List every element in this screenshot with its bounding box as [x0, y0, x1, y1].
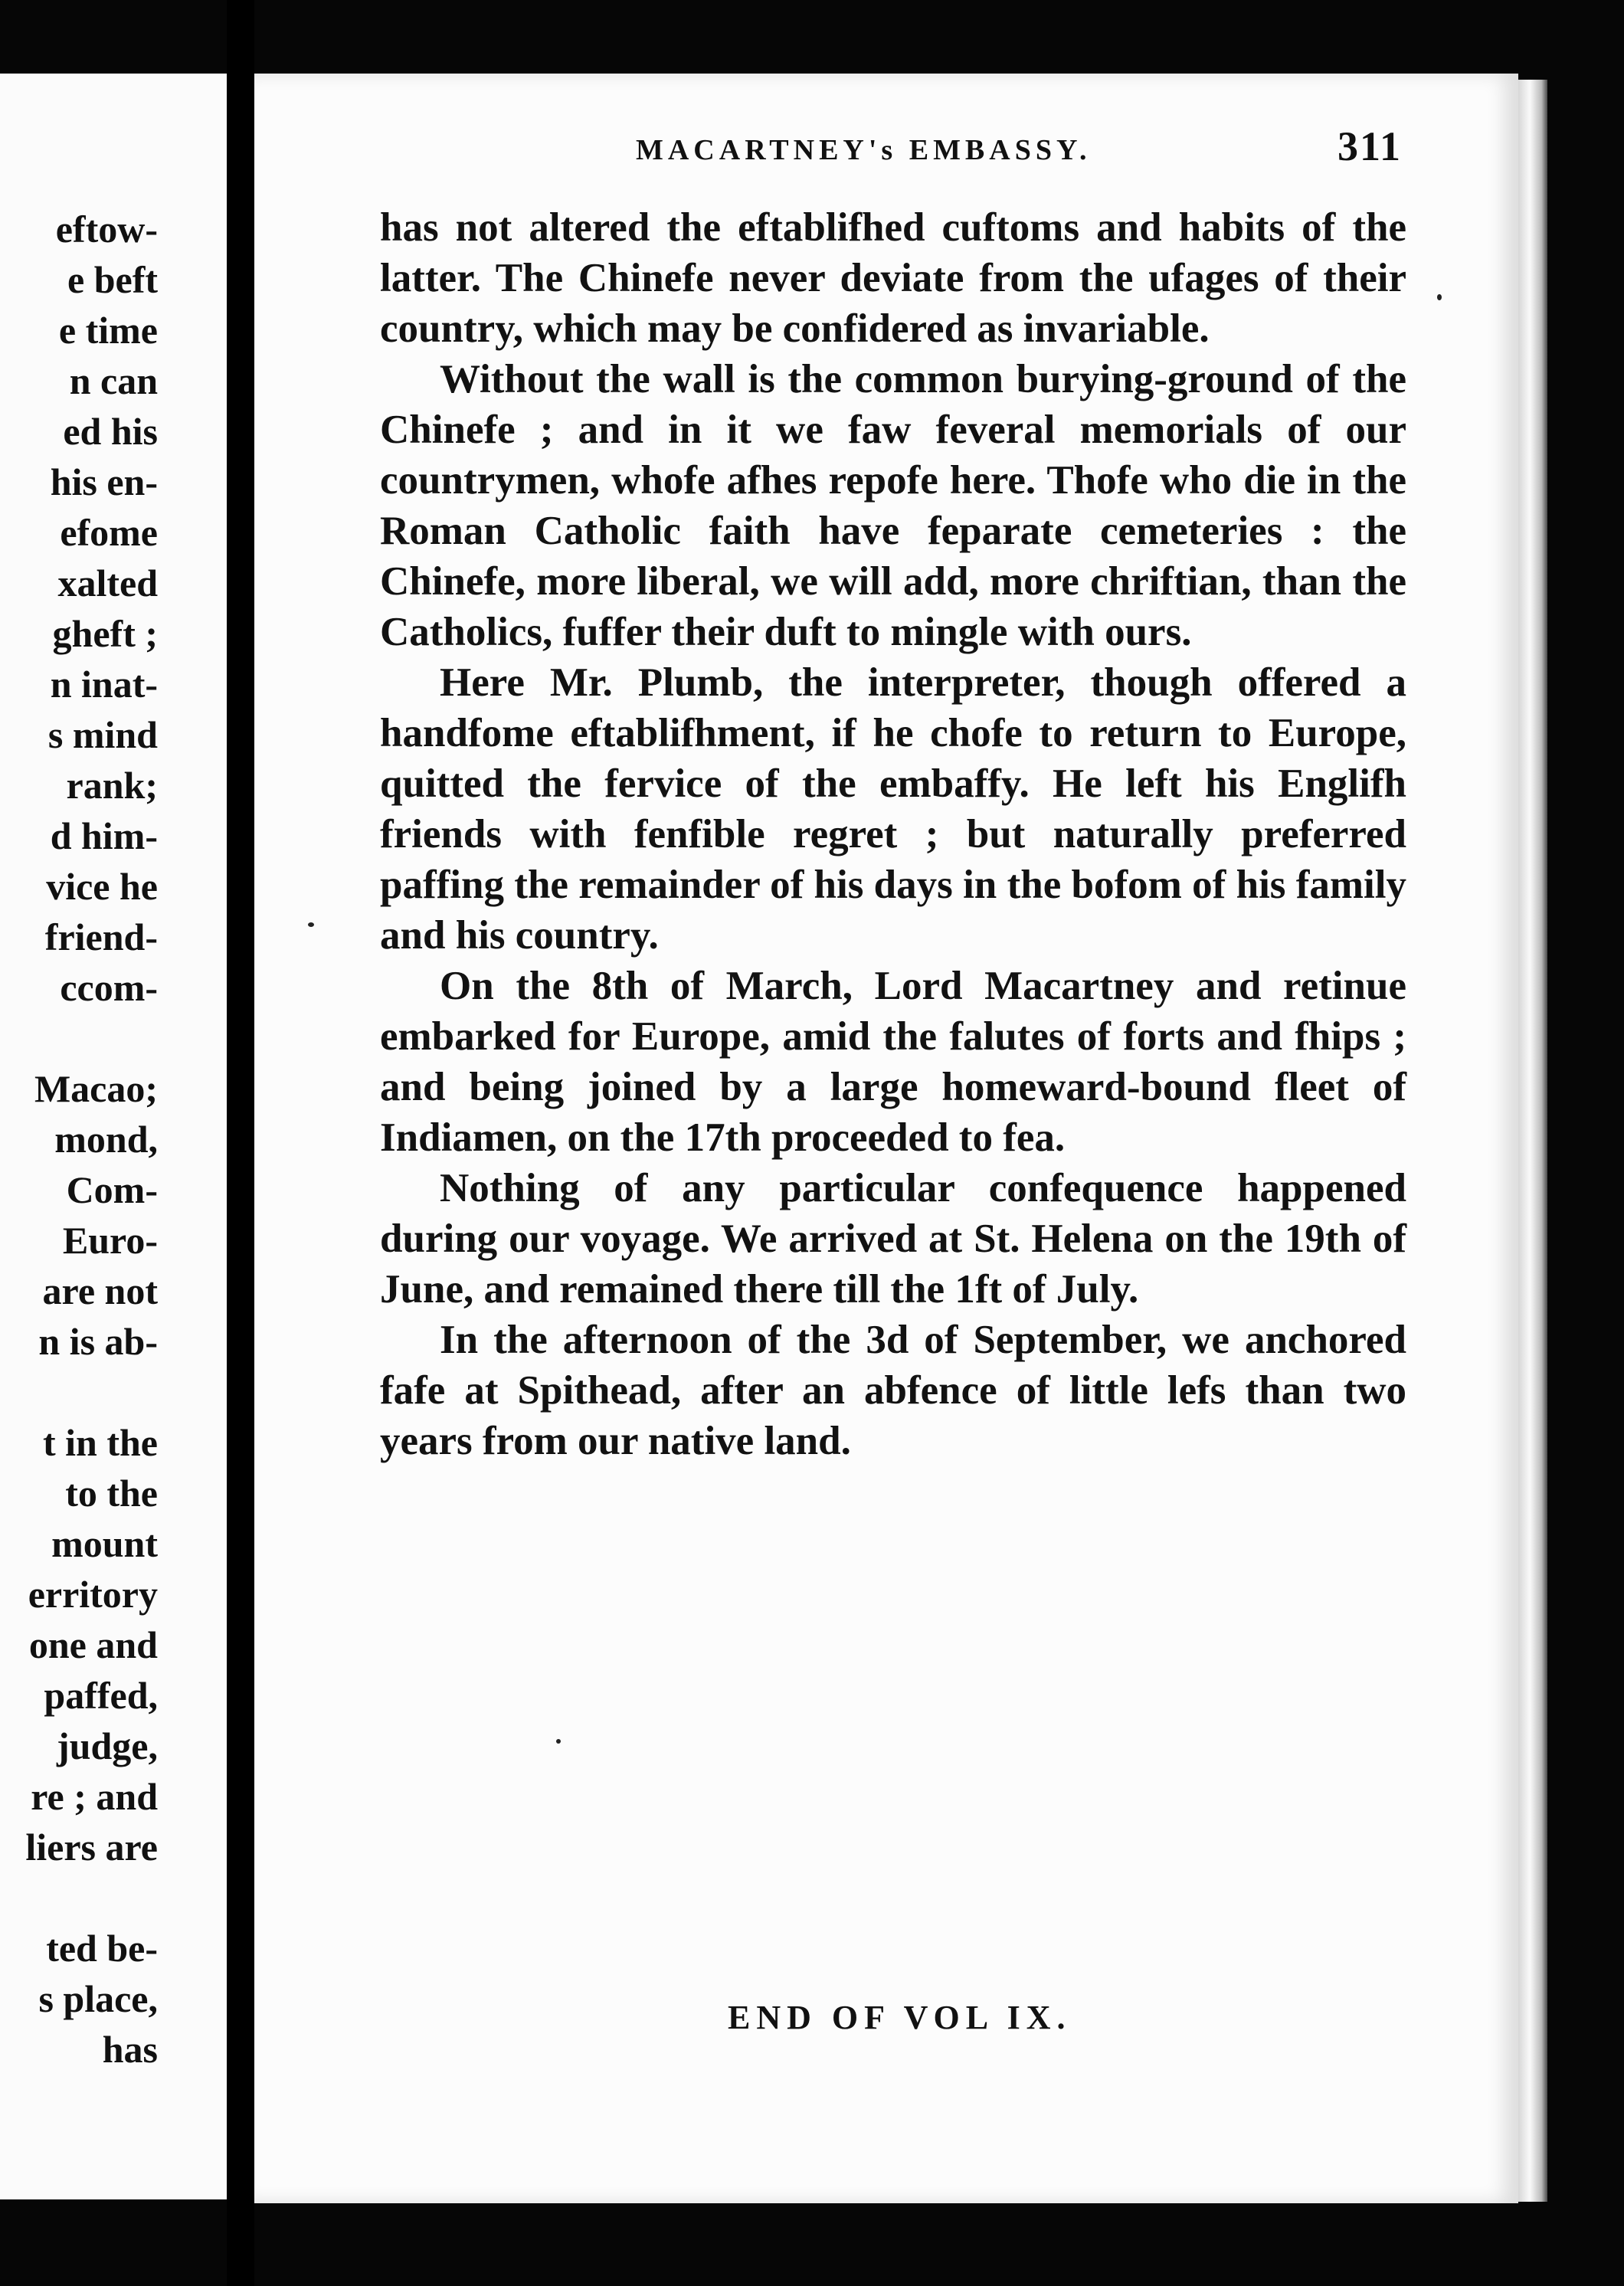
left-page-line-fragment: paffed, — [44, 1674, 158, 1717]
left-page-line-fragment: Euro- — [62, 1219, 158, 1262]
left-page-line-fragment: eftow- — [55, 208, 158, 251]
book-gutter — [227, 0, 254, 2286]
ink-speck — [556, 1739, 561, 1744]
left-facing-page — [0, 74, 227, 2199]
left-page-line-fragment: e time — [58, 309, 158, 352]
ink-speck — [308, 922, 314, 927]
left-page-line-fragment: xalted — [57, 562, 158, 604]
left-page-line-fragment: has — [102, 2028, 158, 2071]
left-page-line-fragment: rank; — [66, 764, 158, 807]
left-page-line-fragment: d him- — [50, 814, 158, 857]
left-page-line-fragment: judge, — [57, 1724, 158, 1767]
left-page-line-fragment: n is ab- — [38, 1320, 158, 1363]
left-page-line-fragment: ccom- — [60, 966, 158, 1009]
left-page-line-fragment: e beft — [67, 258, 158, 301]
left-page-line-fragment: ed his — [63, 410, 158, 453]
left-page-line-fragment: his en- — [50, 460, 158, 503]
left-page-line-fragment: n inat- — [50, 663, 158, 706]
left-page-line-fragment: are not — [42, 1269, 158, 1312]
left-page-line-fragment: s place, — [38, 1977, 158, 2020]
left-page-line-fragment: n can — [69, 359, 158, 402]
paragraph-3: Here Mr. Plumb, the interpreter, though offered a handfome eftablifhment, if he chofe to return to Europe, quitted the fervice of the embaffy. He left his Englifh friends with fenfible regret ; but naturally preferred paffing the remainder of his days in the bofom of his family and his country. — [380, 660, 1406, 958]
left-page-line-fragment: liers are — [25, 1826, 158, 1868]
left-page-line-fragment: s mind — [47, 713, 158, 756]
left-page-line-fragment: vice he — [46, 865, 158, 908]
running-head: MACARTNEY's EMBASSY. — [636, 134, 1092, 166]
paragraph-1: has not altered the eftablifhed cuftoms and habits of the latter. The Chinefe never deviate from the ufages of their country, which may be confidered as invariable. — [380, 205, 1406, 351]
left-page-line-fragment: Macao; — [34, 1067, 158, 1110]
paragraph-4: On the 8th of March, Lord Macartney and retinue embarked for Europe, amid the falutes of forts and fhips ; and being joined by a large homeward-bound fleet of Indiamen, on the 17th proceeded to fea. — [380, 964, 1406, 1160]
left-page-line-fragment: gheft ; — [52, 612, 158, 655]
left-page-line-fragment: Com- — [66, 1168, 158, 1211]
left-page-line-fragment: mond, — [54, 1118, 158, 1161]
colophon: END OF VOL IX. — [728, 1999, 1072, 2036]
paragraph-2: Without the wall is the common burying-ground of the Chinefe ; and in it we faw feveral memorials of our countrymen, whofe afhes repofe here. Thofe who die in the Roman Catholic faith have feparate cemeteries : the Chinefe, more liberal, we will add, more chriftian, than the Catholics, fuffer their duft to mingle with ours. — [380, 357, 1406, 654]
paragraph-5: Nothing of any particular confequence happened during our voyage. We arrived at St. Helena on the 19th of June, and remained there till the 1ft of July. — [380, 1166, 1406, 1312]
left-page-line-fragment: mount — [51, 1522, 158, 1565]
left-page-line-fragment: one and — [28, 1623, 158, 1666]
ink-speck — [1437, 294, 1442, 300]
page-edge — [1518, 80, 1547, 2202]
left-page-line-fragment: friend- — [44, 915, 158, 958]
page-number: 311 — [1337, 123, 1402, 169]
left-page-line-fragment: efome — [60, 511, 158, 554]
left-page-line-fragment: erritory — [28, 1573, 158, 1616]
left-page-line-fragment: t in the — [43, 1421, 158, 1464]
left-page-line-fragment: ted be- — [46, 1927, 158, 1970]
left-page-line-fragment: re ; and — [31, 1775, 158, 1818]
paragraph-6: In the afternoon of the 3d of September, we anchored fafe at Spithead, after an abfence of little lefs than two years from our native land. — [380, 1318, 1406, 1463]
left-page-line-fragment: to the — [65, 1472, 158, 1515]
body-text — [380, 202, 1406, 1466]
